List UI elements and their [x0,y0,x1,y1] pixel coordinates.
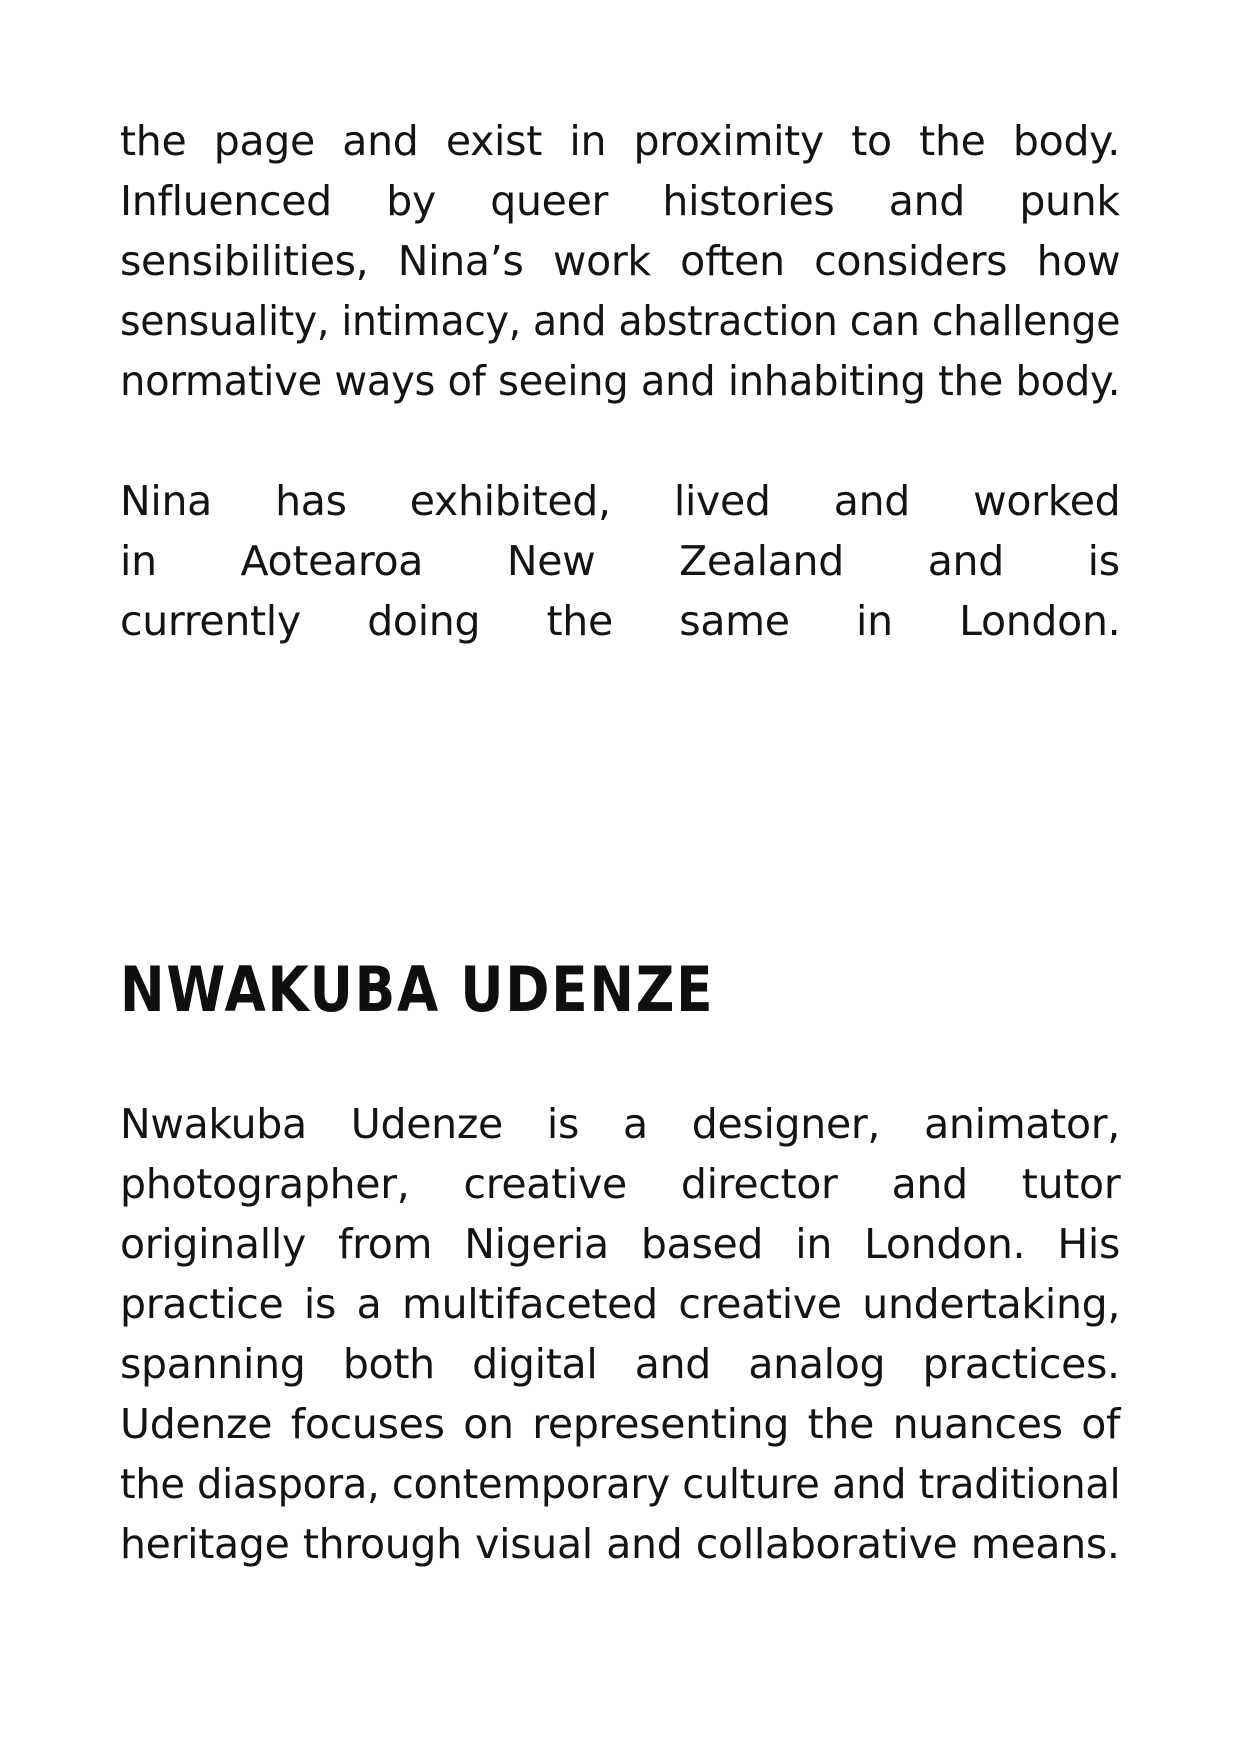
paragraph-line: spanning both digital and analog practices. [120,1340,1120,1388]
paragraph-line: normative ways of seeing and inhabiting the body. [120,357,1121,405]
nina-bio-paragraph [120,111,1120,411]
paragraph-line: the diaspora, contemporary culture and traditional [120,1460,1121,1508]
artist-name-heading: NWAKUBA UDENZE [120,953,715,1026]
paragraph-line: heritage through visual and collaborative means. [120,1520,1120,1568]
paragraph-line: Nina has exhibited, lived and worked [120,477,1121,525]
paragraph-line: Nwakuba Udenze is a designer, animator, [120,1100,1121,1148]
paragraph-line: Udenze focuses on representing the nuances of [120,1400,1121,1448]
paragraph-line: the page and exist in proximity to the body. [120,117,1121,165]
paragraph-line: currently doing the same in London. [120,597,1121,645]
paragraph-line: photographer, creative director and tutor [120,1160,1121,1208]
paragraph-line: sensibilities, Nina’s work often considers how [120,237,1121,285]
paragraph-line: originally from Nigeria based in London. His [120,1220,1121,1268]
paragraph-line: practice is a multifaceted creative undertaking, [120,1280,1121,1328]
paragraph-line: in Aotearoa New Zealand and is [120,537,1120,585]
paragraph-line: sensuality, intimacy, and abstraction can challenge [120,297,1121,345]
paragraph-line: Influenced by queer histories and punk [120,177,1120,225]
nina-location-paragraph [120,471,1120,651]
nwakuba-bio-paragraph [120,1094,1120,1574]
